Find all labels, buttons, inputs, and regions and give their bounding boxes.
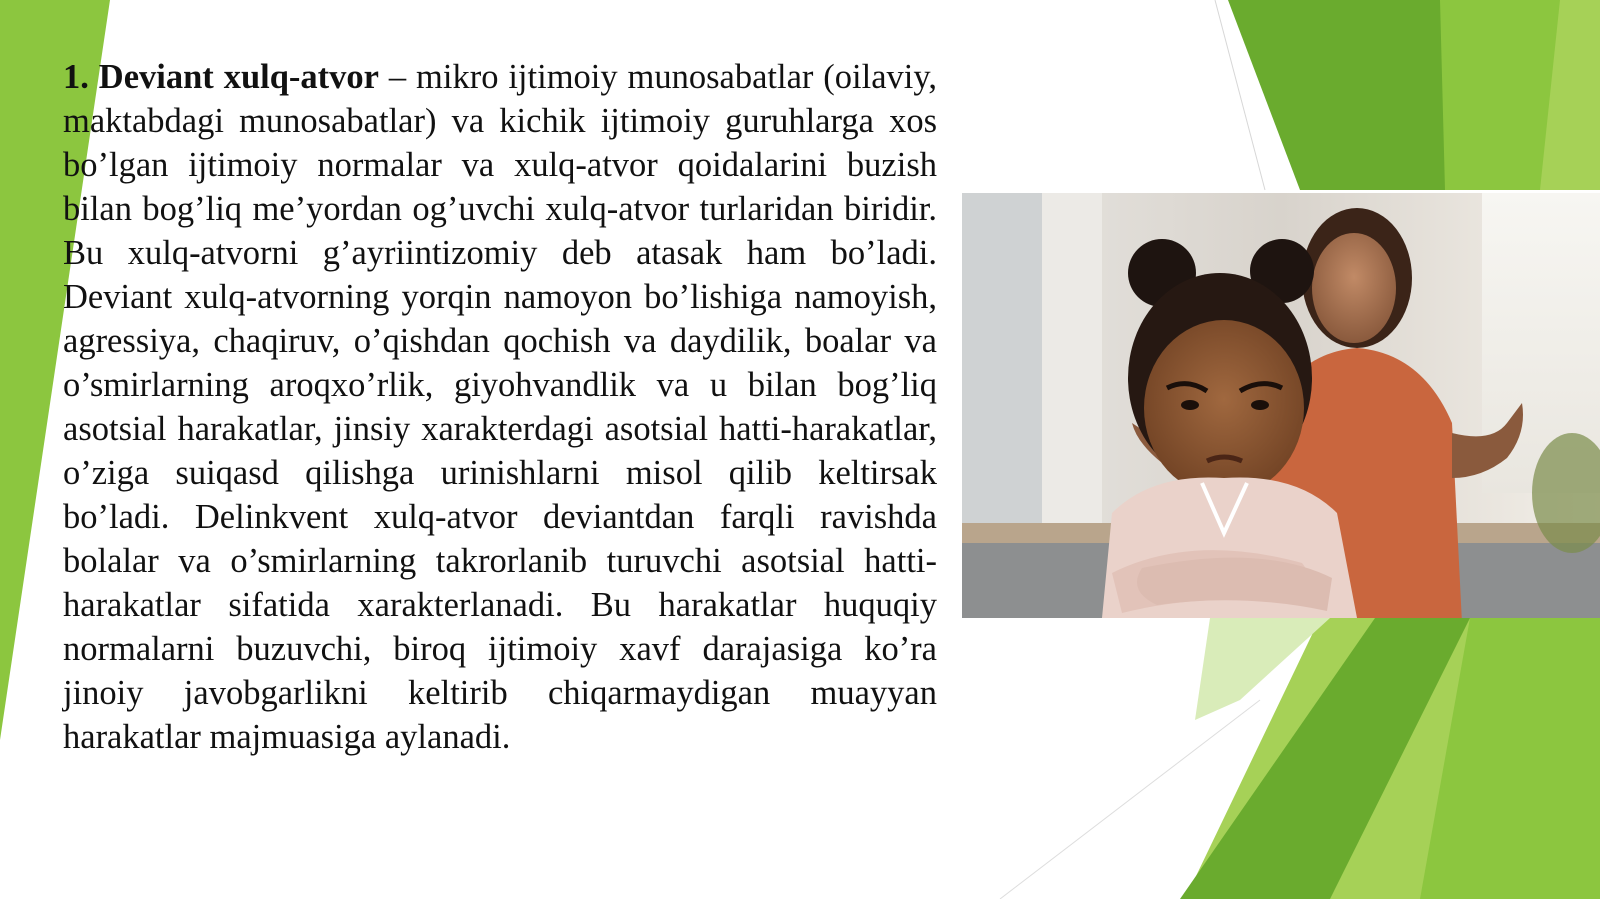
heading-number: 1.	[63, 58, 89, 96]
heading-term: Deviant xulq-atvor	[98, 58, 379, 96]
body-text: – mikro ijtimoiy munosabatlar (oilaviy, maktabdagi munosabatlar) va kichik ijtimoiy guruhlarga xos bo’lgan ijtimoiy normalar va xulq-atvor qoidalarini buzish bilan bog’liq me’yordan og’uvchi xulq-atvor turlaridan biridir. Bu xulq-atvorni g’ayriintizomiy deb atasak ham bo’ladi. Deviant xulq-atvorning yorqin namoyon bo’lishiga namoyish, agressiya, chaqiruv, o’qishdan qochish va daydilik, boalar va o’smirlarning aroqxo’rlik, giyohvandlik va u bilan bog’liq asotsial harakatlar, jinsiy xarakterdagi asotsial hatti-harakatlar, o’ziga suiqasd qilishga urinishlarni misol qilib keltirsak bo’ladi. Delinkvent xulq-atvor deviantdan farqli ravishda bolalar va o’smirlarning takrorlanib turuvchi asotsial hatti-harakatlar sifatida xarakterlanadi. Bu harakatlar huquqiy normalarni buzuvchi, biroq ijtimoiy xavf darajasiga ko’ra jinoiy javobgarlikni keltirib chiqarmaydigan muayyan harakatlar majmuasiga aylanadi.	[63, 58, 937, 756]
body-paragraph	[63, 55, 937, 759]
photo-image	[962, 193, 1600, 618]
